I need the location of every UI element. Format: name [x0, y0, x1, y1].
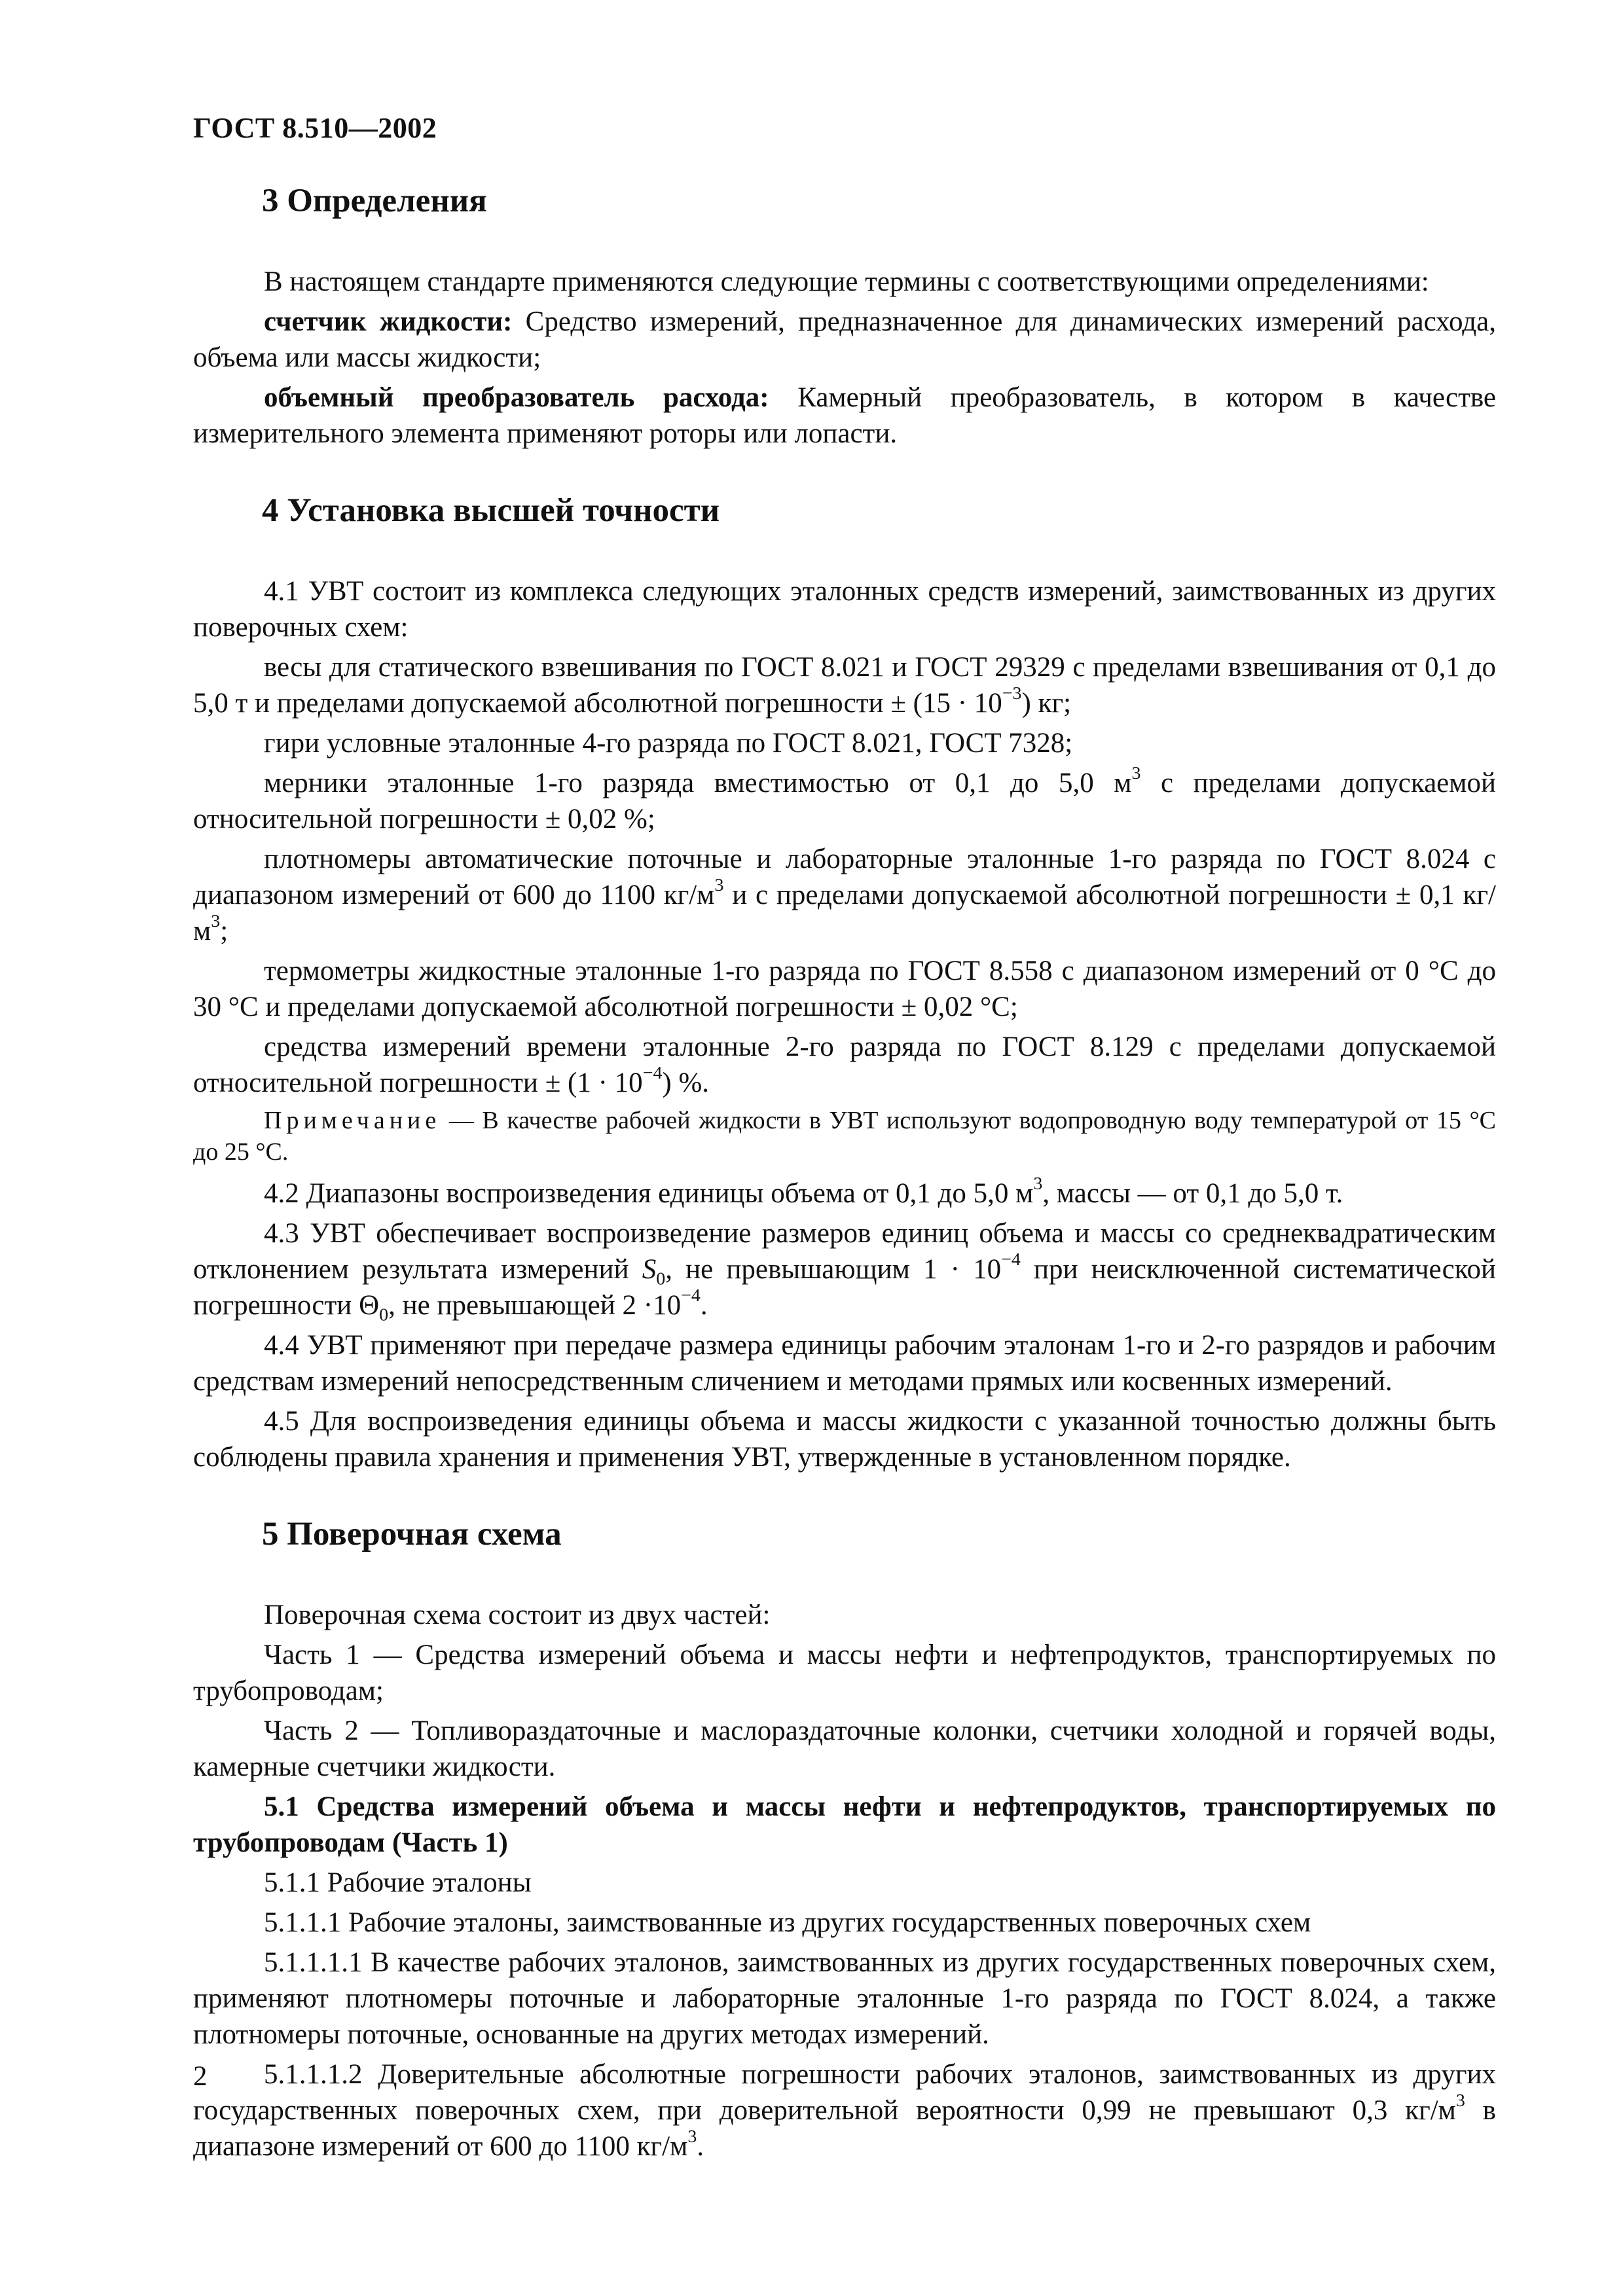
note-label: Примечание — [264, 1107, 441, 1134]
superscript: 3 — [1033, 1174, 1043, 1194]
superscript: −3 — [1002, 683, 1022, 704]
text-run: при неисключенной систематической погрешности Θ — [193, 1254, 1496, 1321]
section-5 — [193, 1513, 1496, 2164]
text-run: мерники эталонные 1-го разряда вместимостью от 0,1 до 5,0 м — [264, 768, 1132, 798]
equipment-item-scales — [193, 649, 1496, 721]
superscript: 3 — [687, 2126, 697, 2147]
clause-5-1-1-1: 5.1.1.1 Рабочие эталоны, заимствованные из других государственных поверочных схем — [264, 1907, 1311, 1938]
text-run: весы для статического взвешивания по ГОСТ 8.021 и ГОСТ 29329 с пределами взвешивания от 0,1 до 5,0 т и пределами допускаемой абсолютной погрешности ± (15 · 10 — [193, 652, 1496, 719]
text-run: средства измерений времени эталонные 2-го разряда по ГОСТ 8.129 с пределами допускаемой относительной погрешности ± (1 · 10 — [193, 1031, 1496, 1098]
definition-term: счетчик жидкости: — [264, 306, 513, 337]
section-4-title: 4 Установка высшей точности — [262, 492, 720, 529]
note-text: — В качестве рабочей жидкости в УВТ используют водопроводную воду температурой от 15 °С до 25 °С. — [193, 1107, 1496, 1166]
scheme-part-1: Часть 1 — Средства измерений объема и массы нефти и нефтепродуктов, транспортируемых по трубопроводам; — [193, 1640, 1496, 1706]
definition-text: Средство измерений, предназначенное для динамических измерений расхода, объема или массы жидкости; — [193, 306, 1496, 373]
section-4 — [193, 490, 1496, 1475]
superscript: −4 — [642, 1063, 663, 1084]
definition-liquid-meter — [193, 304, 1496, 376]
clause-5-1-1-1-2 — [193, 2056, 1496, 2164]
definition-volumetric-converter — [193, 380, 1496, 452]
text-run: в диапазоне измерений от 600 до 1100 кг/м — [193, 2095, 1496, 2162]
superscript: −4 — [1001, 1249, 1021, 1270]
equipment-item-thermometers: термометры жидкостные эталонные 1-го разряда по ГОСТ 8.558 с диапазоном измерений от 0 °С до 30 °С и пределами допускаемой абсолютной погрешности ± 0,02 °С; — [193, 956, 1496, 1022]
definition-text: Камерный преобразователь, в котором в качестве измерительного элемента применяют роторы или лопасти. — [193, 382, 1497, 449]
text-run: ; — [220, 916, 228, 946]
superscript: 3 — [1455, 2090, 1465, 2111]
section-5-title: 5 Поверочная схема — [262, 1516, 562, 1552]
clause-4-5: 4.5 Для воспроизведения единицы объема и массы жидкости с указанной точностью должны быть соблюдены правила хранения и применения УВТ, утвержденные в установленном порядке. — [193, 1406, 1496, 1473]
symbol-S: S — [642, 1254, 657, 1285]
text-run: , массы — от 0,1 до 5,0 т. — [1042, 1178, 1343, 1209]
text-run: и с пределами допускаемой абсолютной погрешности ± 0,1 кг/м — [193, 880, 1496, 946]
text-run: ) %. — [662, 1067, 710, 1098]
text-run: , не превышающим 1 · 10 — [665, 1254, 1002, 1285]
text-run: , не превышающей 2 ·10 — [388, 1290, 682, 1321]
clause-5-1-1: 5.1.1 Рабочие эталоны — [264, 1867, 532, 1898]
text-run: ) кг; — [1021, 688, 1072, 719]
section-3 — [193, 180, 1496, 452]
superscript: −4 — [681, 1285, 701, 1306]
clause-4-1: 4.1 УВТ состоит из комплекса следующих эталонных средств измерений, заимствованных из других поверочных схем: — [193, 576, 1496, 643]
equipment-item-measures — [193, 765, 1496, 837]
subscript: 0 — [379, 1304, 389, 1325]
superscript: 3 — [714, 875, 724, 896]
subsection-5-1-heading: 5.1 Средства измерений объема и массы нефти и нефтепродуктов, транспортируемых по трубопроводам (Часть 1) — [193, 1791, 1496, 1858]
equipment-item-timers — [193, 1029, 1496, 1101]
subscript: 0 — [656, 1268, 666, 1289]
clause-5-1-1-1-1: 5.1.1.1.1 В качестве рабочих эталонов, заимствованных из других государственных поверочных схем, применяют плотномеры поточные и лабораторные эталонные 1-го разряда по ГОСТ 8.024, а также плотномеры поточные, основанные на других методах измерений. — [193, 1947, 1496, 2050]
running-header: ГОСТ 8.510—2002 — [193, 112, 437, 144]
clause-4-2 — [193, 1175, 1496, 1211]
text-run: с пределами допускаемой относительной погрешности ± 0,02 %; — [193, 768, 1496, 834]
section-3-title: 3 Определения — [262, 183, 487, 219]
text-run: . — [700, 1290, 708, 1321]
equipment-item-weights: гири условные эталонные 4-го разряда по ГОСТ 8.021, ГОСТ 7328; — [264, 728, 1073, 759]
text-run: . — [697, 2131, 704, 2162]
scheme-part-2: Часть 2 — Топливораздаточные и маслораздаточные колонки, счетчики холодной и горячей воды, камерные счетчики жидкости. — [193, 1715, 1496, 1782]
text-run: 5.1.1.1.2 Доверительные абсолютные погрешности рабочих эталонов, заимствованных из других государственных поверочных схем, при доверительной вероятности 0,99 не превышают 0,3 кг/м — [193, 2059, 1496, 2126]
section-3-intro: В настоящем стандарте применяются следующие термины с соответствующими определениями: — [264, 266, 1429, 297]
clause-4-4: 4.4 УВТ применяют при передаче размера единицы рабочим эталонам 1-го и 2-го разрядов и рабочим средствам измерений непосредственным сличением и методами прямых или косвенных измерений. — [193, 1330, 1496, 1397]
text-run: плотномеры автоматические поточные и лабораторные эталонные 1-го разряда по ГОСТ 8.024 с диапазоном измерений от 600 до 1100 кг/м — [193, 844, 1496, 910]
text-run: 4.3 УВТ обеспечивает воспроизведение размеров единиц объема и массы со среднеквадратическим отклонением результата измерений — [193, 1218, 1496, 1285]
note — [193, 1105, 1496, 1168]
page-body — [193, 180, 1496, 2202]
equipment-item-densitometers — [193, 841, 1496, 949]
superscript: 3 — [1131, 763, 1141, 784]
superscript: 3 — [211, 911, 221, 932]
clause-4-3 — [193, 1215, 1496, 1323]
definition-term: объемный преобразователь расхода: — [264, 382, 769, 413]
section-5-intro: Поверочная схема состоит из двух частей: — [264, 1600, 771, 1630]
text-run: 4.2 Диапазоны воспроизведения единицы объема от 0,1 до 5,0 м — [264, 1178, 1034, 1209]
page-number: 2 — [193, 2061, 208, 2092]
